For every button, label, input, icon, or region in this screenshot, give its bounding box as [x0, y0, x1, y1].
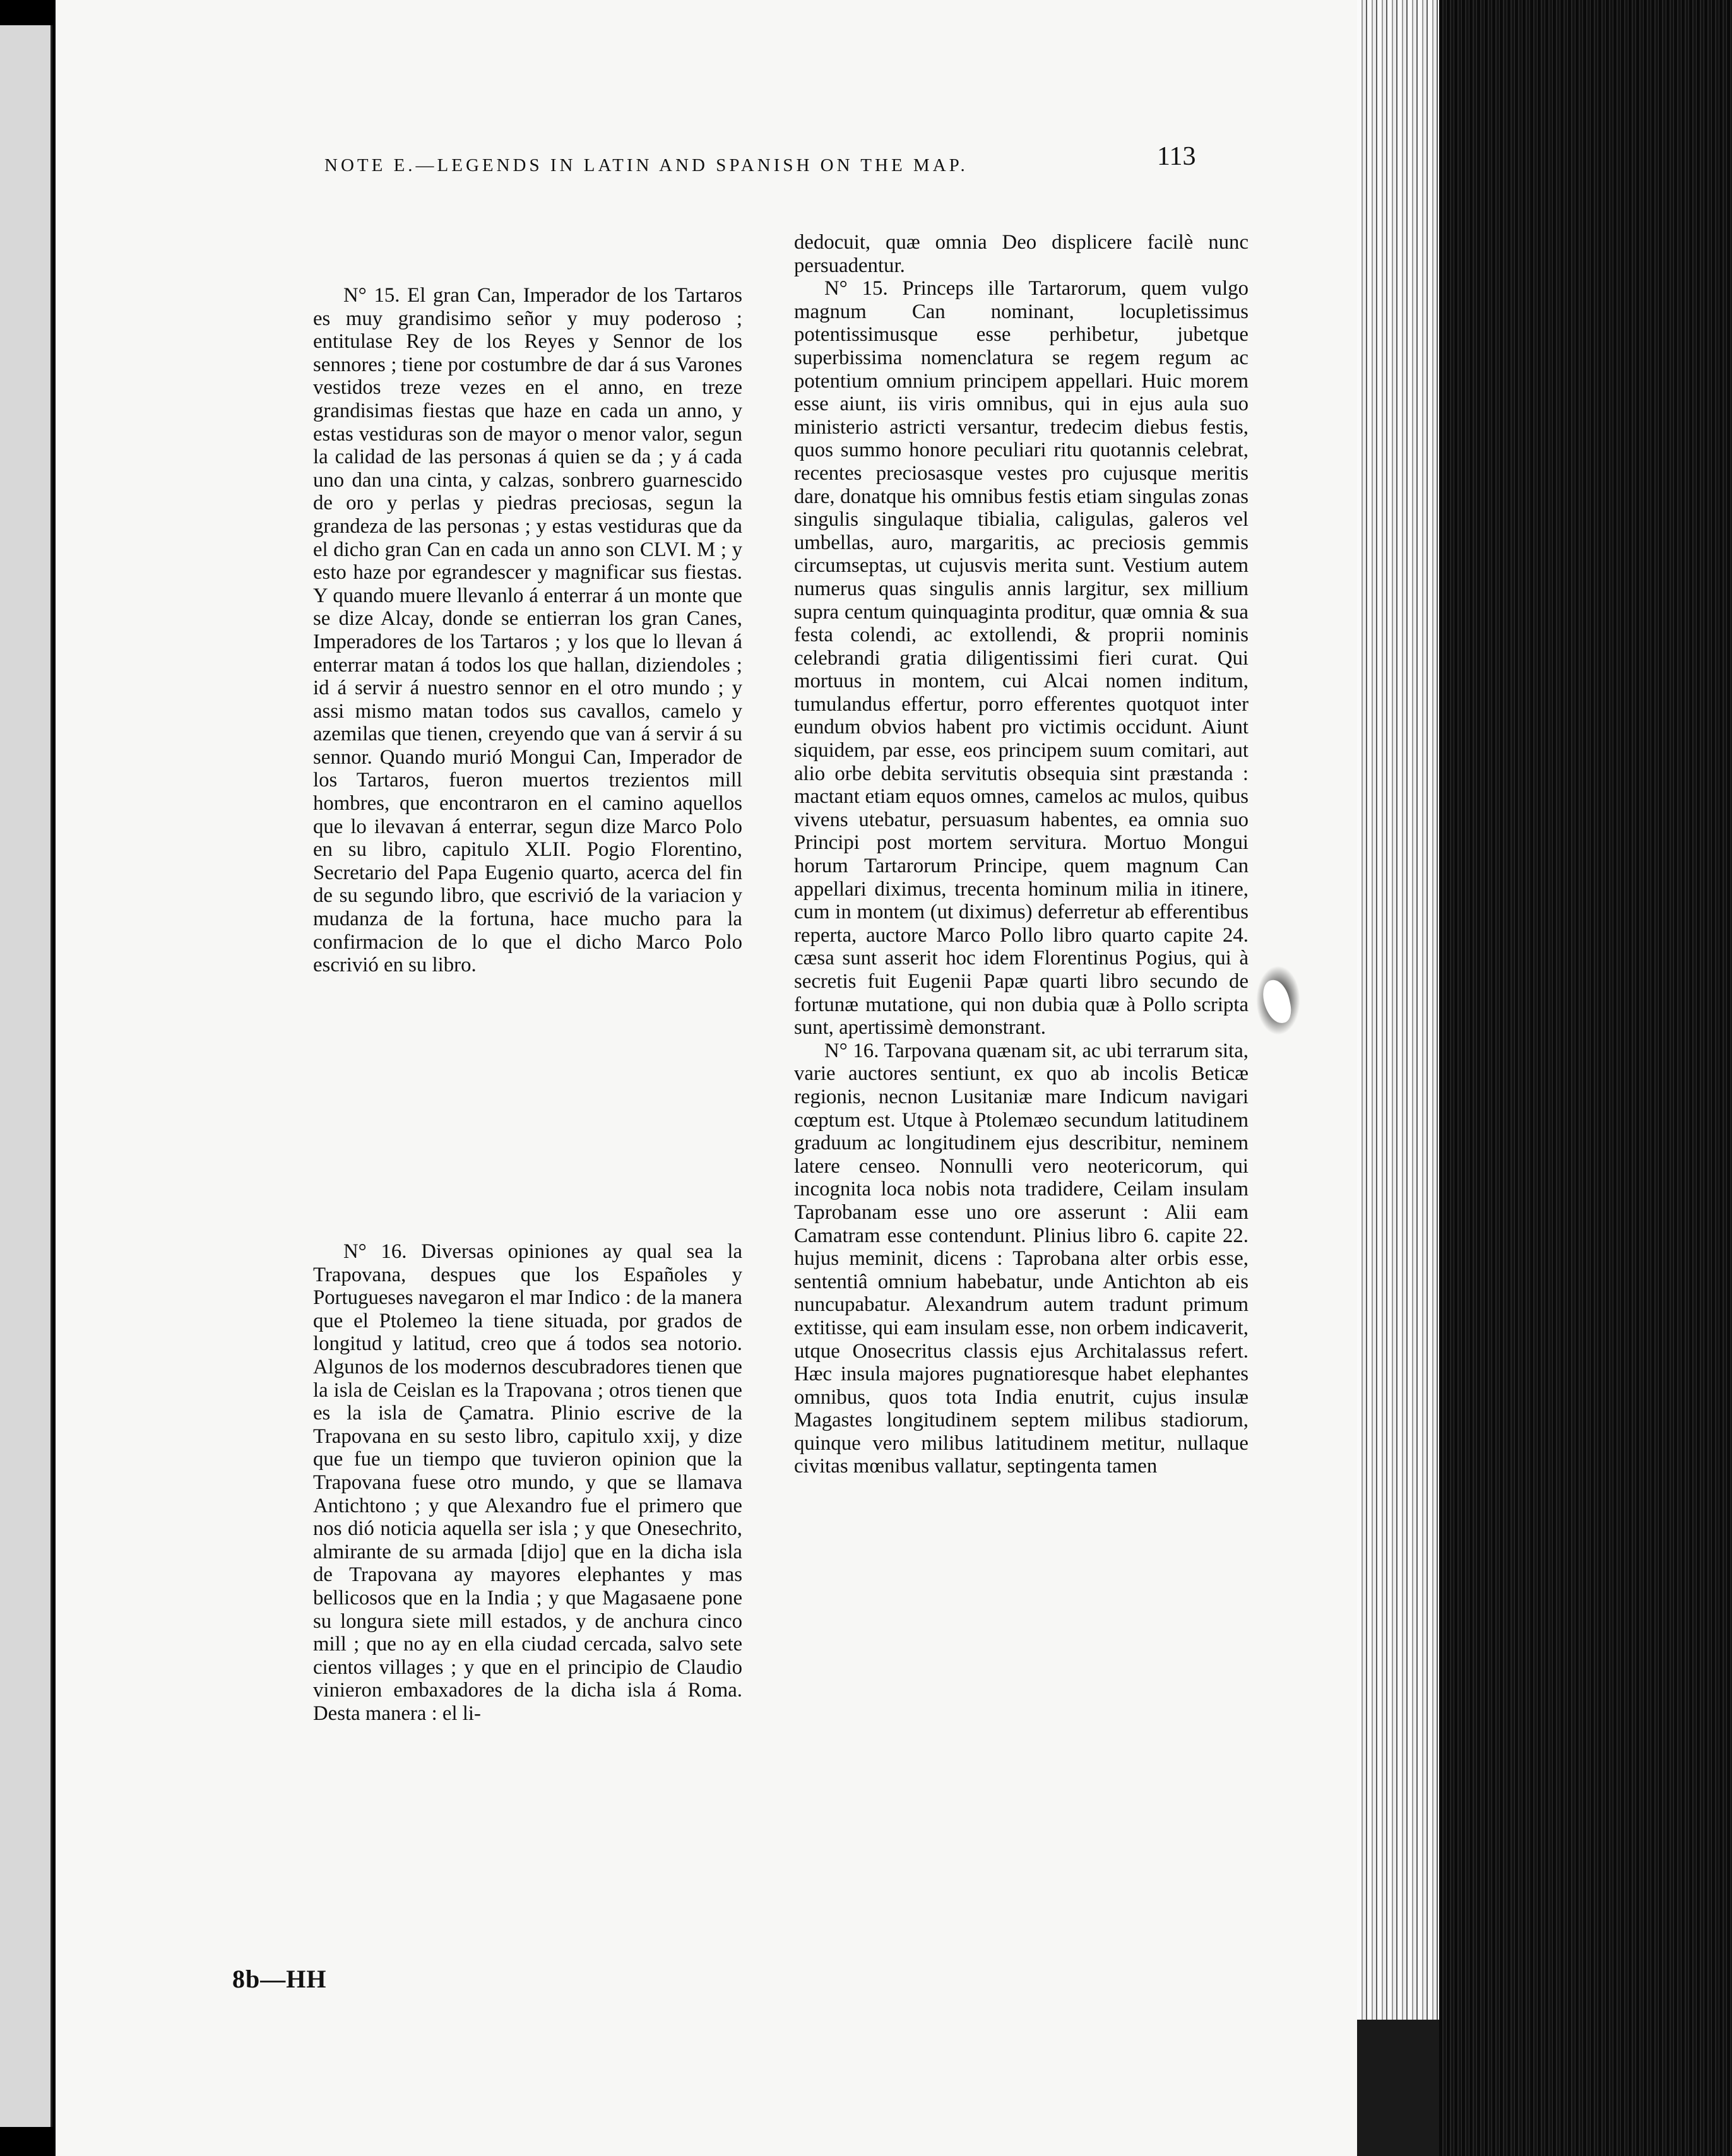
paragraph-16-spanish: N° 16. Diversas opiniones ay qual sea la Trapovana, despues que los Españoles y Portugueses navegaron el mar Indico : de la manera que el Ptolemeo la tiene situada, por grados de longitud y latitud, creo que á todos sea notorio. Algunos de los modernos descubradores tienen que la isla de Ceislan es la Trapovana ; otros tienen que es la isla de Çamatra. Plinio escrive de la Trapovana en su sesto libro, capitulo xxij, y dize que fue un tiempo que tuvieron opinion que la Trapovana fuese otro mundo, y que se llamava Antichtono ; y que Alexandro fue el primero que nos dió noticia aquella ser isla ; y que Onesechrito, almirante de su armada [dijo] que en la dicha isla de Trapovana ay mayores elephantes y mas bellicosos que en la India ; y que Magasaene pone su longura siete mill estados, y de anchura cinco mill ; que no ay en ella ciudad cercada, salvo sete cientos villages ; y que en el principio de Claudio vinieron embaxadores de la dicha isla á Roma. Desta manera : el li-	[313, 1240, 742, 1725]
book-block-shadow	[1439, 0, 1732, 2156]
spanish-legend-16	[313, 1240, 742, 1725]
latin-column	[794, 231, 1249, 1478]
signature-mark: 8b—HH	[232, 1965, 327, 1993]
paragraph-15-latin: N° 15. Princeps ille Tartarorum, quem vulgo magnum Can nominant, locupletissimus potentissimusque esse perhibetur, jubetque superbissima nomenclatura se regem regum ac potentium omnium principem appellari. Huic morem esse aiunt, iis viris omnibus, qui in ejus aula suo ministerio astricti versantur, tredecim diebus festis, quos summo honore peculiari ritu quotannis celebrat, recentes preciosasque vestes pro cujusque meritis dare, donatque his omnibus festis etiam singulas zonas singulis singulaque tibialia, caligulas, galeros vel umbellas, auro, margaritis, ac preciosis gemmis circumseptas, ut cujusvis merita sunt. Vestium autem numerus quas singulis annis largitur, sex millium supra centum quinquaginta proditur, quæ omnia & sua festa colendi, ac extollendi, & proprii nominis celebrandi gratia diligentissimi fieri curat. Qui mortuus in montem, cui Alcai nomen inditum, tumulandus effertur, porro efferentes quotquot inter eundum obvios habent pro victimis occidunt. Aiunt siquidem, par esse, eos principem suum comitari, aut alio orbe debita servitutis obsequia sint præstanda : mactant etiam equos omnes, camelos ac mulos, quibus vivens utebatur, persuasum habentes, ea omnia suo Principi post mortem servitura. Mortuo Mongui horum Tartarorum Principe, quem magnum Can appellari diximus, trecenta hominum milia in itinere, cum in montem (ut diximus) deferretur ab efferentibus reperta, auctore Marco Pollo libro quarto capite 24. cæsa sunt asserit hoc idem Florentinus Pogius, qui à secretis fuit Eugenii Papæ quarti libro secundo de fortunæ mutatione, qui non dubia quæ à Pollo scripta sunt, apertissimè demonstrant.	[794, 277, 1249, 1040]
latin-continuation: dedocuit, quæ omnia Deo displicere facilè nunc persuadentur.	[794, 231, 1249, 277]
facing-page-edge	[0, 25, 52, 2127]
page-number: 113	[1157, 142, 1196, 171]
paragraph-16-latin: N° 16. Tarpovana quænam sit, ac ubi terrarum sita, varie auctores sentiunt, ex quo ab incolis Beticæ regionis, necnon Lusitaniæ mare Indicum navigari cœptum est. Utque à Ptolemæo secundum latitudinem graduum ac longitudinem ejus describitur, neminem latere censeo. Nonnulli vero neotericorum, qui incognita loca nobis nota tradidere, Ceilam insulam Taprobanam esse uno ore asserunt : Alii eam Camatram esse contendunt. Plinius libro 6. capite 22. hujus meminit, dicens : Taprobana alter orbis esse, sententiâ omnium habebatur, unde Antichton ab eis nuncupabatur. Alexandrum autem tradunt primum extitisse, qui eam insulam esse, non orbem indicaverit, utque Onosecritus classis ejus Architalassus refert. Hæc insula majores pugnatioresque habet elephantes omnibus, quos tota India enutrit, cujus insulæ Magastes longitudinem septem milibus stadiorum, quinque vero milibus latitudinem metitur, nullaque civitas mœnibus vallatur, septingenta tamen	[794, 1039, 1249, 1478]
book-page	[56, 0, 1409, 2156]
page-edges	[1357, 0, 1439, 2083]
page-edges-bottom	[1357, 2020, 1445, 2156]
paragraph-15-spanish: N° 15. El gran Can, Imperador de los Tartaros es muy grandisimo señor y muy poderoso ; entitulase Rey de los Reyes y Sennor de los sennores ; tiene por costumbre de dar á sus Varones vestidos treze vezes en el anno, en treze grandisimas fiestas que haze en cada un anno, y estas vestiduras son de mayor o menor valor, segun la calidad de las personas á quien se da ; y á cada uno dan una cinta, y calzas, sonbrero guarnescido de oro y perlas y piedras preciosas, segun la grandeza de las personas ; y estas vestiduras que da el dicho gran Can en cada un anno son CLVI. M ; y esto haze por egrandescer y magnificar sus fiestas. Y quando muere llevanlo á enterrar á un monte que se dize Alcay, donde se entierran los gran Canes, Imperadores de los Tartaros ; y los que lo llevan á enterrar matan á todos los que hallan, diziendoles ; id á servir á nuestro sennor en el otro mundo ; y assi mismo matan todos sus cavallos, camelo y azemilas que tienen, creyendo que van á servir á su sennor. Quando murió Mongui Can, Imperador de los Tartaros, fueron muertos trezientos mill hombres, que encontraron en el camino aquellos que lo ilevavan á enterrar, segun dize Marco Polo en su libro, capitulo XLII. Pogio Florentino, Secretario del Papa Eugenio quarto, acerca del fin de su segundo libro, que escrivió de la variacion y mudanza de la fortuna, hace mucho para la confirmacion de lo que el dicho Marco Polo escrivió en su libro.	[313, 284, 742, 977]
running-head: NOTE E.—LEGENDS IN LATIN AND SPANISH ON THE MAP.	[324, 155, 968, 175]
spanish-legend-15	[313, 284, 742, 977]
